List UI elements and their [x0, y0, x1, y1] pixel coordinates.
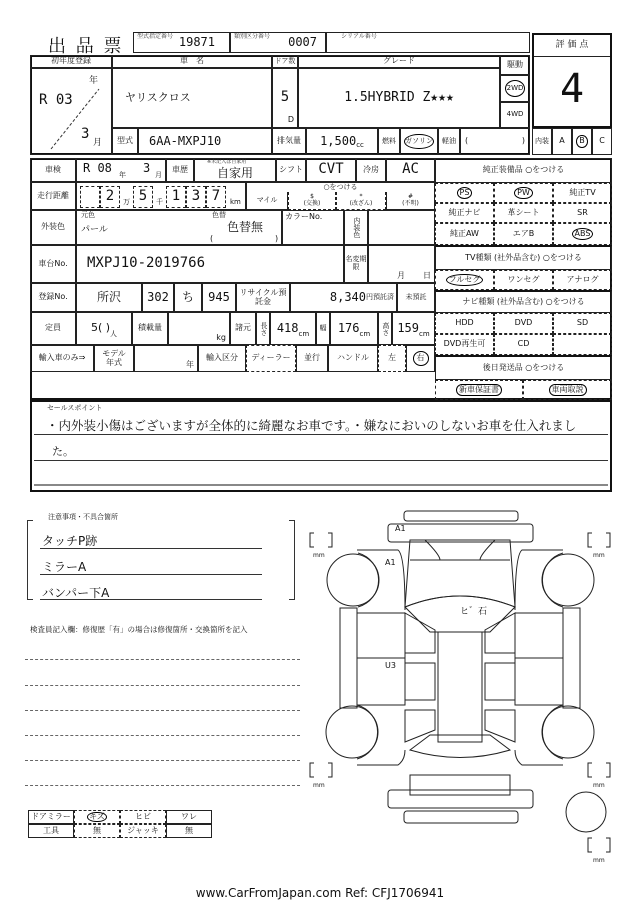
- model-year-label: モデル年式: [94, 345, 134, 372]
- recycle-unpaid[interactable]: 未預託: [397, 283, 435, 312]
- sales-label: セールスポイント: [47, 404, 103, 412]
- capacity-unit: 人: [110, 329, 118, 338]
- tv-fullseg[interactable]: [435, 270, 494, 290]
- import-category-label: 輸入区分: [198, 345, 246, 372]
- equip-airbag[interactable]: エアB: [494, 223, 553, 245]
- equipment-title: 純正装備品 ○をつける: [435, 158, 612, 183]
- car-name-label: 車 名: [112, 55, 272, 68]
- equip-leather[interactable]: 革シート: [494, 203, 553, 223]
- inspection-month: 3: [143, 161, 151, 175]
- inspection-year: R 08: [83, 161, 112, 175]
- recycle-unit: 円預託済: [366, 292, 394, 301]
- paren-open: (: [210, 234, 214, 243]
- tv-fullseg-label: フルセグ: [446, 274, 484, 287]
- fuel-gasoline-label: ガソリン: [404, 134, 434, 150]
- cm-unit: cm: [419, 329, 430, 338]
- class-no-label: 類別区分番号: [234, 33, 271, 40]
- color-change-value: 色替無: [227, 220, 264, 234]
- navi-title: ナビ種類 (社外品含む) ○をつける: [435, 290, 612, 313]
- interior-a[interactable]: A: [552, 128, 572, 155]
- tread-unit: mm: [593, 857, 605, 864]
- chassis-label: 車台No.: [30, 245, 76, 283]
- inspection-cell: [76, 158, 166, 182]
- tv-analog[interactable]: アナログ: [553, 270, 612, 290]
- acc-jack-label: ジャッキ: [120, 824, 166, 838]
- later-title: 後日発送品 ○をつける: [435, 355, 612, 380]
- footer-watermark: www.CarFromJapan.com Ref: CFJ1706941: [195, 886, 445, 900]
- mileage-digit: 7: [206, 186, 226, 208]
- km-unit: km: [230, 198, 241, 206]
- drive-2wd[interactable]: [500, 75, 530, 102]
- recycle-label: リサイクル預託金: [236, 283, 290, 312]
- paren-open: (: [465, 136, 469, 146]
- tv-oneseg[interactable]: ワンセグ: [494, 270, 553, 290]
- man-unit: 万: [123, 198, 130, 206]
- rule: [40, 574, 262, 575]
- reg-number: 945: [202, 283, 236, 312]
- mileage-opt-tampered[interactable]: * (改ざん): [336, 192, 386, 210]
- interior-b-label: B: [576, 135, 588, 148]
- navi-sd[interactable]: SD: [553, 313, 612, 334]
- mileage-label: 走行距離: [30, 182, 76, 210]
- damage-mark: ヒ゛石: [460, 607, 488, 617]
- width-cell: [330, 312, 378, 345]
- tv-title: TV種類 (社外品含む) ○をつける: [435, 245, 612, 270]
- reg-kana: ち: [174, 283, 202, 312]
- displacement-value: 1,500: [320, 133, 357, 148]
- serial-box: [326, 32, 530, 53]
- equip-sr[interactable]: SR: [553, 203, 612, 223]
- mileage-mark-label: ○をつける: [246, 182, 435, 192]
- doors-label: ドア数: [272, 55, 298, 68]
- acc-scratch-label: キズ: [89, 811, 105, 821]
- tread-unit: mm: [593, 552, 605, 559]
- navi-cd[interactable]: CD: [494, 334, 553, 355]
- first-reg-label: 初年度登録: [30, 55, 112, 68]
- shift-label: シフト: [276, 158, 306, 182]
- model-value: 6AA-MXPJ10: [138, 128, 272, 155]
- car-name: ヤリスクロス: [112, 68, 272, 128]
- type-no-box: [133, 32, 230, 53]
- cm-unit: cm: [298, 329, 310, 338]
- mileage-opt-exchanged[interactable]: $ (交換): [288, 192, 336, 210]
- name-change-label: 名変期限: [344, 245, 368, 283]
- type-no-label: 型式指定番号: [137, 33, 174, 40]
- equip-aw[interactable]: 純正AW: [435, 223, 494, 245]
- exterior-label: 外装色: [30, 210, 76, 245]
- first-reg-year: R 03: [39, 92, 73, 108]
- sales-box: [30, 400, 612, 492]
- doors-cell: [272, 68, 298, 128]
- first-reg-cell: [30, 68, 112, 155]
- inspector-label: 検査員記入欄：修復歴「有」の場合は修復箇所・交換箇所を記入: [30, 625, 248, 634]
- grade-label: グレード: [298, 55, 500, 68]
- fuel-other[interactable]: [460, 128, 530, 155]
- rule: [34, 484, 608, 486]
- day-unit: 日: [423, 271, 431, 281]
- drive-2wd-label: 2WD: [505, 80, 526, 98]
- doors-unit: D: [287, 115, 294, 125]
- orig-color-value: パール: [81, 225, 108, 235]
- fuel-label: 燃料: [378, 128, 400, 155]
- mileage-opt-unknown[interactable]: # (不明): [386, 192, 435, 210]
- equip-ps[interactable]: [435, 183, 494, 203]
- later-warranty-label: 新車保証書: [456, 384, 502, 397]
- navi-hdd[interactable]: HDD: [435, 313, 494, 334]
- inspection-label: 車検: [30, 158, 76, 182]
- paren-close: ): [521, 136, 525, 146]
- note-item: ミラーA: [42, 560, 87, 574]
- mileage-digit: [80, 186, 100, 208]
- mileage-digit: 1: [166, 186, 186, 208]
- class-no-box: [230, 32, 326, 53]
- car-damage-diagram: [300, 510, 620, 880]
- interior-color-label: 内装色: [344, 210, 368, 245]
- equip-ps-label: PS: [457, 187, 473, 200]
- acc-tools-label: 工具: [28, 824, 74, 838]
- class-no: 0007: [288, 34, 317, 49]
- history-value: 自家用: [216, 166, 253, 180]
- navi-dvd[interactable]: DVD: [494, 313, 553, 334]
- inspection-month-unit: 月: [155, 171, 162, 179]
- inspector-line: [25, 735, 300, 736]
- drive-4wd[interactable]: 4WD: [500, 102, 530, 128]
- first-reg-month: 3: [81, 126, 90, 142]
- fuel-gasoline[interactable]: [400, 128, 438, 155]
- capacity-label: 定員: [30, 312, 76, 345]
- mileage-opt-mile[interactable]: マイル: [246, 192, 288, 210]
- equip-pw-label: PW: [514, 187, 533, 200]
- handle-right[interactable]: [406, 345, 435, 372]
- width-value: 176: [337, 320, 360, 335]
- fuel-diesel[interactable]: 軽油: [438, 128, 460, 155]
- reg-class: 302: [142, 283, 174, 312]
- orig-color-label: 元色: [81, 211, 95, 219]
- sales-line-2: た。: [52, 445, 74, 458]
- mileage-digit: 2: [100, 186, 120, 208]
- width-label: 幅: [316, 312, 330, 345]
- drive-label: 駆動: [500, 55, 530, 75]
- paren-close: ): [275, 234, 279, 243]
- inspector-line: [25, 785, 300, 786]
- note-item: バンパー下A: [42, 586, 110, 600]
- mileage-cell: [76, 182, 246, 210]
- rule: [34, 460, 608, 461]
- acc-crack[interactable]: ヒビ: [120, 810, 166, 824]
- model-year-unit: 年: [134, 345, 198, 372]
- handle-left[interactable]: 左: [378, 345, 406, 372]
- acc-cell: ドアミラー: [28, 810, 74, 824]
- length-cell: [270, 312, 316, 345]
- load-label: 積載量: [132, 312, 168, 345]
- registration-label: 登録No.: [30, 283, 76, 312]
- sen-unit: 千: [156, 198, 163, 206]
- height-value: 159: [397, 320, 419, 335]
- notes-label: 注意事項・不具合箇所: [48, 513, 118, 521]
- damage-mark: A1: [395, 524, 406, 533]
- navi-empty: [553, 334, 612, 355]
- acc-break[interactable]: ワレ: [166, 810, 212, 824]
- equip-abs[interactable]: [553, 223, 612, 245]
- import-parallel[interactable]: 並行: [296, 345, 328, 372]
- inspector-line: [25, 760, 300, 761]
- cm-unit: cm: [359, 329, 371, 338]
- displacement-cell: [306, 128, 378, 155]
- doors-value: 5: [280, 89, 290, 106]
- inspector-line: [25, 685, 300, 686]
- navi-dvd-playback[interactable]: DVD再生可: [435, 334, 494, 355]
- height-label: 高さ: [378, 312, 392, 345]
- shift-value: CVT: [306, 158, 356, 182]
- equip-abs-label: ABS: [572, 228, 594, 241]
- tread-unit: mm: [593, 782, 605, 789]
- history-note: ※未記入は自家用: [207, 159, 247, 165]
- sheet-title: 出 品 票: [48, 36, 124, 57]
- damage-mark: U3: [385, 661, 396, 670]
- history-label: 車歴: [166, 158, 194, 182]
- inspector-line: [25, 710, 300, 711]
- capacity-cell: [76, 312, 132, 345]
- name-change-cell: [368, 245, 435, 283]
- score-value: 4: [559, 66, 585, 112]
- month-unit: 月: [397, 271, 405, 281]
- equip-navi[interactable]: 純正ナビ: [435, 203, 494, 223]
- reg-area: 所沢: [76, 283, 142, 312]
- acc-jack-value: 無: [166, 824, 212, 838]
- color-no-label: カラーNo.: [282, 210, 344, 245]
- import-label: 輸入車のみ⇒: [30, 345, 94, 372]
- serial-label: シリアル番号: [341, 33, 377, 40]
- inspection-year-unit: 年: [119, 171, 126, 179]
- height-cell: [392, 312, 435, 345]
- load-unit: kg: [168, 312, 230, 345]
- interior-b[interactable]: [572, 128, 592, 155]
- note-item: タッチP跡: [42, 534, 98, 548]
- capacity-value: 5( ): [90, 321, 111, 335]
- acc-scratch[interactable]: [74, 810, 120, 824]
- model-label: 型式: [112, 128, 138, 155]
- interior-label: 内装: [532, 128, 552, 155]
- type-no: 19871: [178, 34, 215, 49]
- exterior-cell: [76, 210, 282, 245]
- handle-right-label: 右: [413, 351, 429, 366]
- length-value: 418: [276, 320, 299, 335]
- rule: [34, 434, 608, 435]
- grade-value: 1.5HYBRID Z★★★: [298, 68, 500, 128]
- tread-unit: mm: [313, 552, 325, 559]
- handle-label: ハンドル: [328, 345, 378, 372]
- ac-label: 冷房: [356, 158, 386, 182]
- later-warranty[interactable]: [435, 380, 523, 400]
- sales-line-1: ・内外装小傷はございますが全体的に綺麗なお車です。・嫌なにおいのしないお車を仕入れまし: [46, 418, 577, 433]
- damage-mark: A1: [385, 558, 396, 567]
- tread-unit: mm: [313, 782, 325, 789]
- displacement-unit: cc: [356, 140, 364, 149]
- acc-tools-value: 無: [74, 824, 120, 838]
- length-label: 長さ: [256, 312, 270, 345]
- later-manual[interactable]: [523, 380, 612, 400]
- mileage-digit: 3: [186, 186, 206, 208]
- rule: [40, 599, 262, 600]
- year-unit: 年: [89, 76, 99, 86]
- mileage-digit: 5: [133, 186, 153, 208]
- chassis-value: MXPJ10-2019766: [76, 245, 344, 283]
- interior-c[interactable]: C: [592, 128, 612, 155]
- equip-tv[interactable]: 純正TV: [553, 183, 612, 203]
- history-cell: [194, 158, 276, 182]
- import-dealer[interactable]: ディーラー: [246, 345, 296, 372]
- month-unit: 月: [93, 138, 103, 148]
- spec-label: 諸元: [230, 312, 256, 345]
- ac-value: AC: [386, 158, 435, 182]
- later-manual-label: 車両取説: [549, 384, 587, 397]
- interior-color-value: [368, 210, 435, 245]
- recycle-value: 8,340: [329, 289, 366, 304]
- recycle-cell: [290, 283, 397, 312]
- equip-pw[interactable]: [494, 183, 553, 203]
- displacement-label: 排気量: [272, 128, 306, 155]
- inspector-line: [25, 659, 300, 660]
- score-label: 評 価 点: [534, 35, 610, 57]
- color-change-label: 色替: [212, 211, 226, 219]
- rule: [40, 548, 262, 549]
- score-box: [532, 33, 612, 128]
